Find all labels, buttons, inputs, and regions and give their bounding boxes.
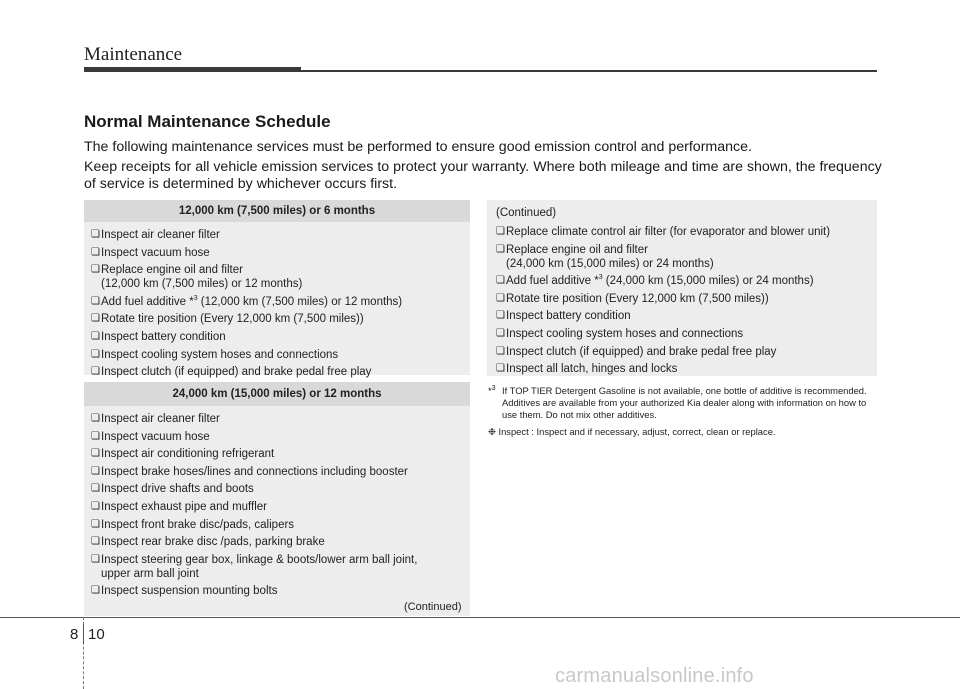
list-item: ❏ Inspect vacuum hose (91, 430, 470, 444)
page-number: 10 (88, 626, 105, 643)
schedule-box-24k-title: 24,000 km (15,000 miles) or 12 months (84, 382, 470, 406)
list-item: ❏ Replace climate control air filter (for evaporator and blower unit) (496, 225, 877, 239)
list-item: ❏ Inspect rear brake disc /pads, parking brake (91, 535, 470, 549)
list-item: ❏ Inspect air cleaner filter (91, 228, 470, 242)
list-item: ❏ Inspect cooling system hoses and connections (91, 348, 470, 362)
list-item: ❏ Inspect front brake disc/pads, calipers (91, 518, 470, 532)
list-item: ❏ Inspect battery condition (496, 309, 877, 323)
header-rule-thick (84, 67, 301, 72)
list-item: ❏ Inspect exhaust pipe and muffler (91, 500, 470, 514)
page-heading: Normal Maintenance Schedule (84, 112, 331, 131)
list-item: ❏ Inspect drive shafts and boots (91, 482, 470, 496)
footnote-3: *$^3$ If TOP TIER Detergent Gasoline is not available, one bottle of additive is recommended. Additives are available from your authorized Kia dealer along with information on how to use them. Do not mix other additives. (488, 384, 867, 420)
list-item: ❏ Rotate tire position (Every 12,000 km (7,500 miles)) (496, 292, 877, 306)
intro-paragraph-1: The following maintenance services must be performed to ensure good emission control and performance. (84, 139, 752, 155)
list-item: ❏ Inspect steering gear box, linkage & boots/lower arm ball joint, upper arm ball joint (91, 553, 470, 581)
list-item: ❏ Inspect battery condition (91, 330, 470, 344)
list-item: ❏ Inspect cooling system hoses and connections (496, 327, 877, 341)
schedule-box-12k (84, 200, 470, 379)
list-item: ❏ Inspect suspension mounting bolts (91, 584, 470, 598)
list-item: ❏ Inspect air cleaner filter (91, 412, 470, 426)
section-title: Maintenance (84, 44, 183, 65)
list-item: ❏ Inspect clutch (if equipped) and brake pedal free play (91, 365, 470, 379)
footer-rule (0, 617, 960, 618)
list-item: ❏ Rotate tire position (Every 12,000 km (7,500 miles)) (91, 312, 470, 326)
continued-label-right: (Continued) (496, 207, 557, 219)
header-rule-thin (301, 70, 877, 72)
watermark: carmanualsonline.info (555, 665, 754, 687)
schedule-12k-list (84, 222, 470, 379)
list-item: ❏ Replace engine oil and filter (12,000 km (7,500 miles) or 12 months) (91, 263, 470, 291)
continued-label-left: (Continued) (404, 601, 462, 613)
footer-divider (83, 624, 84, 644)
schedule-24k-list (84, 406, 470, 598)
intro-paragraph-2: Keep receipts for all vehicle emission services to protect your warranty. Where both mileage and time are shown, the frequency of service is determined by whichever occurs first. (84, 159, 882, 192)
list-item: ❏ Replace engine oil and filter (24,000 km (15,000 miles) or 24 months) (496, 243, 877, 271)
list-item: ❏ Add fuel additive *$^3$ (12,000 km (7,500 miles) or 12 months) (91, 295, 470, 309)
footnote-3-text: If TOP TIER Detergent Gasoline is not available, one bottle of additive is recommended. Additives are available from your authorized Kia dealer along with information on how to use them. Do not mix other additives. (502, 385, 867, 420)
schedule-box-24k-continued (487, 200, 877, 376)
chapter-number: 8 (70, 626, 79, 643)
list-item: ❏ Add fuel additive *$^3$ (24,000 km (15,000 miles) or 24 months) (496, 274, 877, 288)
list-item: ❏ Inspect vacuum hose (91, 246, 470, 260)
list-item: ❏ Inspect brake hoses/lines and connections including booster (91, 465, 470, 479)
list-item: ❏ Inspect air conditioning refrigerant (91, 447, 470, 461)
list-item: ❏ Inspect clutch (if equipped) and brake pedal free play (496, 345, 877, 359)
schedule-24k-continued-list (487, 223, 877, 376)
inspect-note: ❉ Inspect : Inspect and if necessary, adjust, correct, clean or replace. (488, 426, 776, 437)
schedule-box-24k (84, 382, 470, 616)
list-item: ❏ Inspect all latch, hinges and locks (496, 362, 877, 376)
schedule-box-12k-title: 12,000 km (7,500 miles) or 6 months (84, 200, 470, 222)
